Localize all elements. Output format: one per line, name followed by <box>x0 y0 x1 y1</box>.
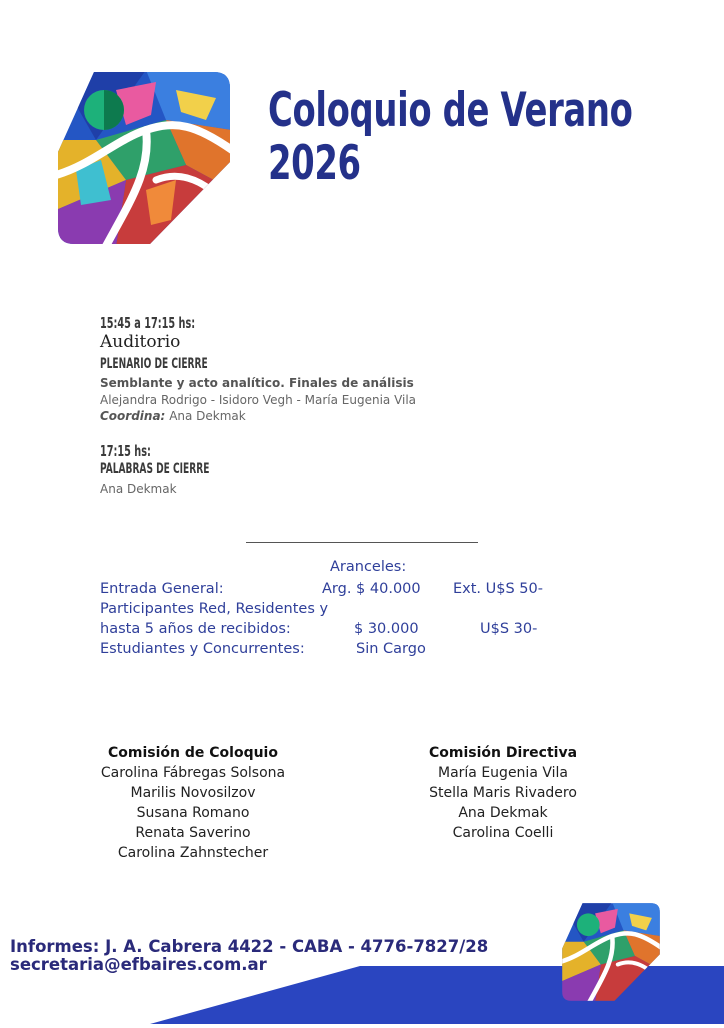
contact-info <box>10 938 488 974</box>
page-title <box>268 83 633 191</box>
block2-session: PALABRAS DE CIERRE <box>100 461 210 477</box>
divider <box>246 542 478 543</box>
block2-time: 17:15 hs: <box>100 442 151 460</box>
block1-session: PLENARIO DE CIERRE <box>100 356 208 372</box>
fee-students-label: Estudiantes y Concurrentes: <box>100 641 305 657</box>
fees-title: Aranceles: <box>330 559 407 575</box>
fee-general-ext: Ext. U$S 50- <box>453 581 543 597</box>
coord-name: Ana Dekmak <box>169 409 246 423</box>
member: Carolina Coelli <box>452 825 554 841</box>
fee-students-value: Sin Cargo <box>356 641 426 657</box>
member: Carolina Fábregas Solsona <box>100 765 286 781</box>
block1-time: 15:45 a 17:15 hs: <box>100 314 196 332</box>
block1-speakers: Alejandra Rodrigo - Isidoro Vegh - María Eugenia Vila <box>100 393 417 407</box>
commission-directiva <box>398 743 608 843</box>
member: Carolina Zahnstecher <box>117 845 269 861</box>
colorful-logo-icon <box>56 70 232 246</box>
fee-red-arg: $ 30.000 <box>354 621 419 637</box>
title-line-1: Coloquio de Verano <box>268 83 633 138</box>
member: Ana Dekmak <box>458 805 548 821</box>
fee-general-arg: Arg. $ 40.000 <box>322 581 421 597</box>
block2-speaker: Ana Dekmak <box>100 482 177 496</box>
colorful-logo-icon <box>561 902 661 1002</box>
commission-coloquio <box>88 743 298 863</box>
member: Renata Saverino <box>135 825 251 841</box>
commission-directiva-title: Comisión Directiva <box>428 745 578 761</box>
member: María Eugenia Vila <box>438 765 568 781</box>
contact-address: Informes: J. A. Cabrera 4422 - CABA - 4776-7827/28 <box>10 937 489 956</box>
fee-red-label-2: hasta 5 años de recibidos: <box>100 621 291 637</box>
block1-talk: Semblante y acto analítico. Finales de análisis <box>100 376 414 390</box>
fee-red-label-1: Participantes Red, Residentes y <box>100 601 329 617</box>
commission-coloquio-title: Comisión de Coloquio <box>108 745 278 761</box>
contact-email[interactable]: secretaria@efbaires.com.ar <box>10 955 267 974</box>
fee-general-label: Entrada General: <box>100 581 224 597</box>
fee-red-ext: U$S 30- <box>480 621 538 637</box>
member: Marilis Novosilzov <box>130 785 256 801</box>
member: Susana Romano <box>136 805 250 821</box>
coord-label: Coordina: <box>100 409 166 423</box>
title-line-2: 2026 <box>268 136 361 191</box>
block1-venue: Auditorio <box>100 332 181 352</box>
member: Stella Maris Rivadero <box>429 785 577 801</box>
block1-coordinator <box>100 409 246 423</box>
